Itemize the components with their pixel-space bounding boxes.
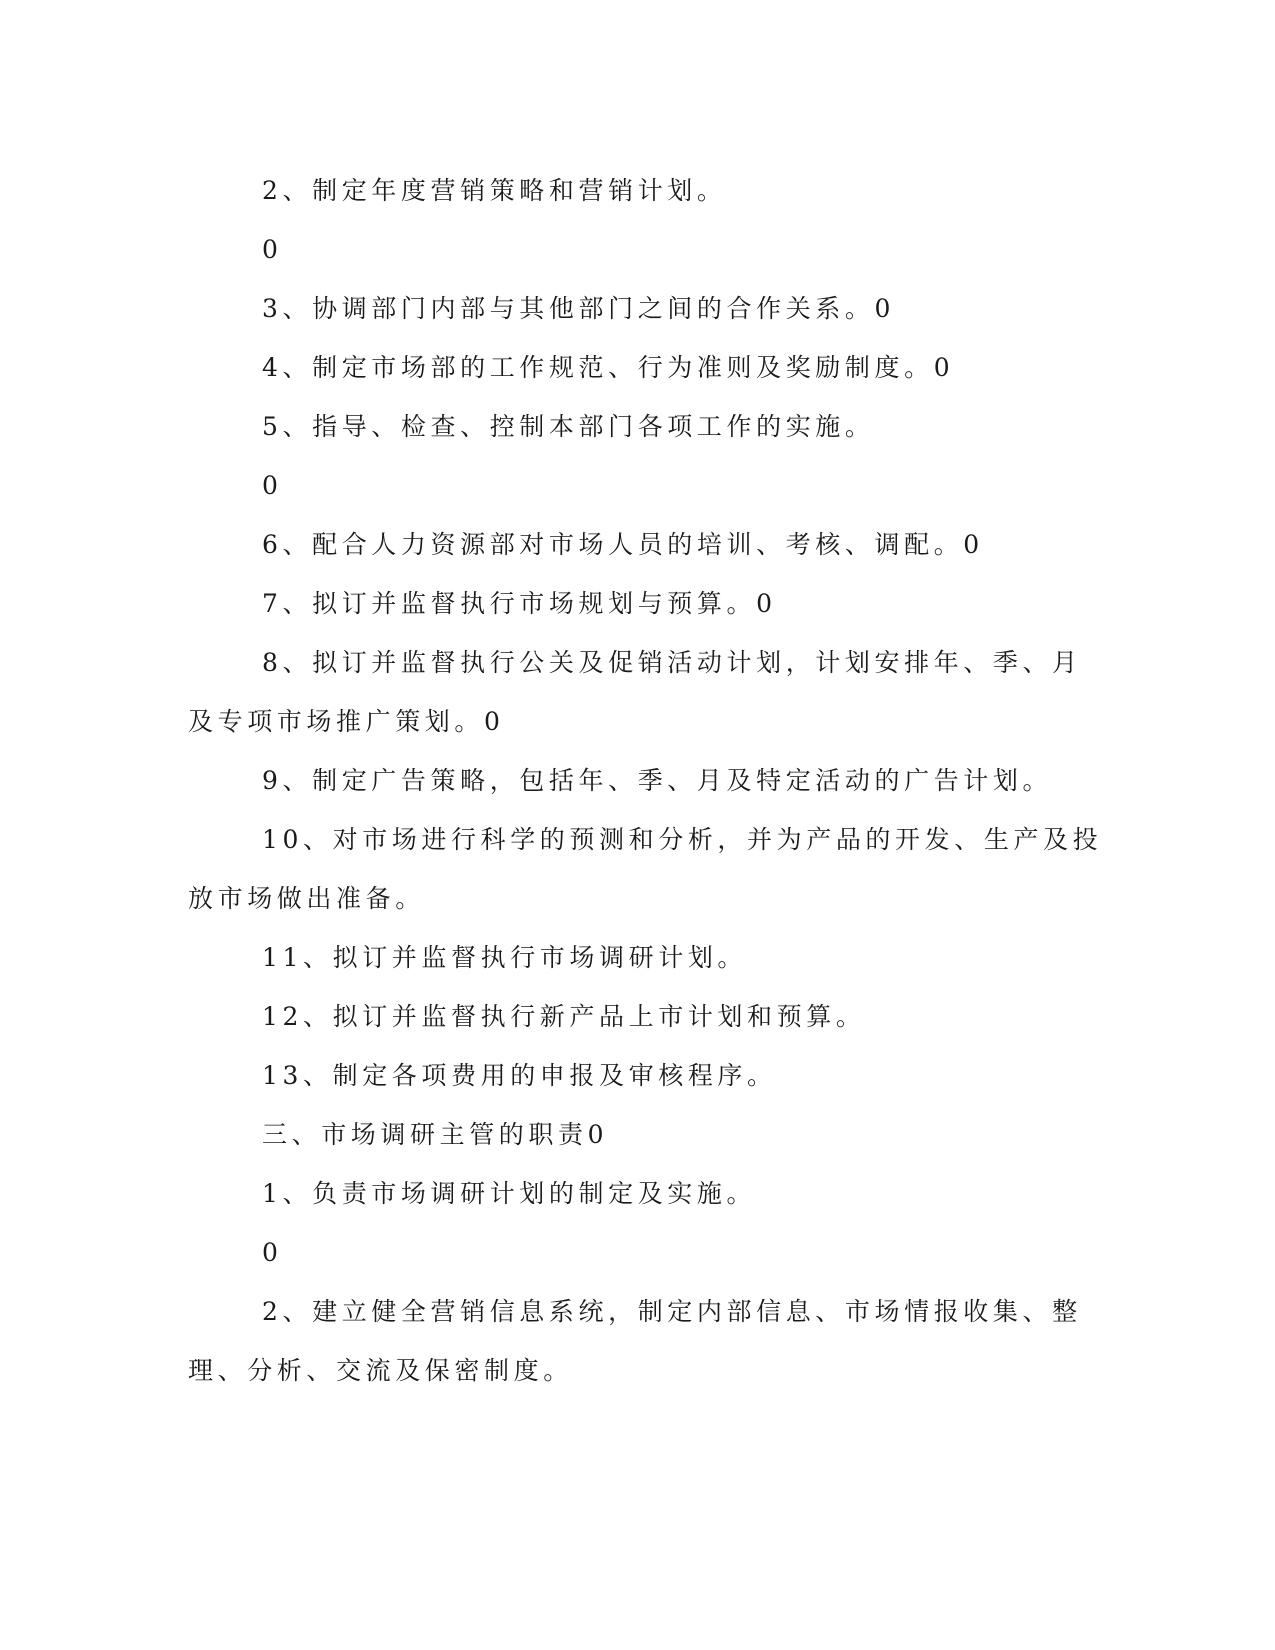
paragraph-line: 12、拟订并监督执行新产品上市计划和预算。 <box>262 1002 866 1031</box>
paragraph-line-continuation: 及专项市场推广策划。0 <box>188 707 505 736</box>
paragraph-line: 1、负责市场调研计划的制定及实施。 <box>262 1179 757 1208</box>
paragraph-line: 0 <box>262 235 283 264</box>
paragraph-line: 11、拟订并监督执行市场调研计划。 <box>262 943 748 972</box>
paragraph-line: 5、指导、检查、控制本部门各项工作的实施。 <box>262 412 875 441</box>
paragraph-line: 6、配合人力资源部对市场人员的培训、考核、调配。0 <box>262 530 984 559</box>
paragraph-line: 2、建立健全营销信息系统，制定内部信息、市场情报收集、整 <box>262 1297 1082 1326</box>
paragraph-line: 8、拟订并监督执行公关及促销活动计划，计划安排年、季、月 <box>262 648 1082 677</box>
paragraph-line: 4、制定市场部的工作规范、行为准则及奖励制度。0 <box>262 353 955 382</box>
paragraph-line: 2、制定年度营销策略和营销计划。 <box>262 176 727 205</box>
paragraph-line: 3、协调部门内部与其他部门之间的合作关系。0 <box>262 294 896 323</box>
paragraph-line: 0 <box>262 1238 283 1267</box>
paragraph-line-continuation: 理、分析、交流及保密制度。 <box>188 1356 573 1385</box>
section-heading: 三、市场调研主管的职责0 <box>262 1120 609 1149</box>
paragraph-line-continuation: 放市场做出准备。 <box>188 884 425 913</box>
paragraph-line: 9、制定广告策略，包括年、季、月及特定活动的广告计划。 <box>262 766 1053 795</box>
paragraph-line: 13、制定各项费用的申报及审核程序。 <box>262 1061 777 1090</box>
paragraph-line: 10、对市场进行科学的预测和分析，并为产品的开发、生产及投 <box>262 825 1103 854</box>
paragraph-line: 0 <box>262 471 283 500</box>
paragraph-line: 7、拟订并监督执行市场规划与预算。0 <box>262 589 777 618</box>
